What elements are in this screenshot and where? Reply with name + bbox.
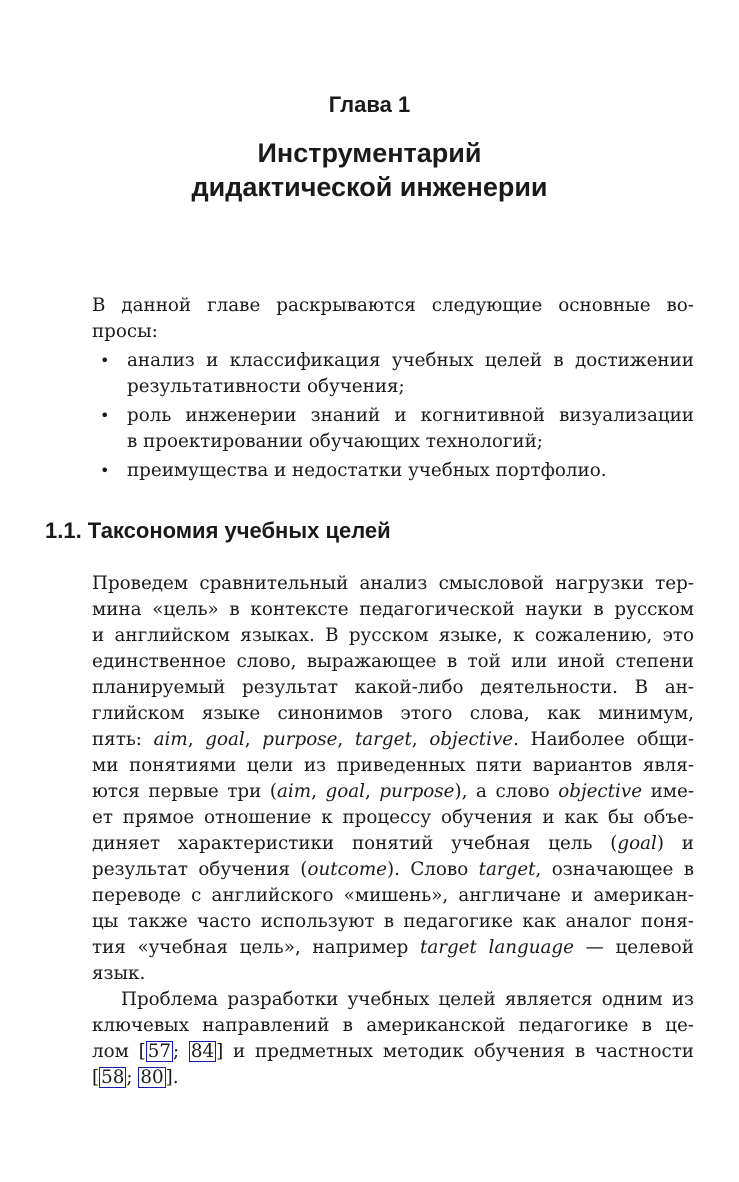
citation-link[interactable]: 80 xyxy=(140,1067,164,1088)
list-item-line: анализ и классификация учебных целей в достижении xyxy=(127,350,694,371)
text-line: переводе с английского «мишень», англичане и американ- xyxy=(92,885,694,906)
text-line: глийском языке синонимов этого слова, как минимум, xyxy=(92,703,694,724)
text-line: планируемый результат какой-либо деятельности. В ан- xyxy=(92,677,694,698)
intro-line: просы: xyxy=(92,321,158,342)
chapter-title-line2: дидактической инженерии xyxy=(191,172,548,202)
list-item xyxy=(100,458,694,484)
text-line: Проблема разработки учебных целей является одним из xyxy=(121,989,694,1010)
section-body xyxy=(92,571,694,1091)
section-heading: 1.1. Таксономия учебных целей xyxy=(45,518,391,543)
text-line: Проведем сравнительный анализ смысловой нагрузки тер- xyxy=(92,573,694,594)
bullet-icon: • xyxy=(100,406,110,425)
text-line: цы также часто используют в педагогике как аналог поня- xyxy=(92,911,694,932)
text-line: результат обучения (outcome). Слово target, означающее в xyxy=(92,859,694,880)
text-line: лом [ 57 ; 84 ] и предметных методик обучения в частности xyxy=(92,1041,694,1062)
citation-link[interactable]: 84 xyxy=(190,1041,215,1062)
text-line: мина «цель» в контексте педагогической науки в русском xyxy=(92,599,694,620)
intro-paragraph xyxy=(92,293,694,345)
text-line: ются первые три (aim, goal, purpose), а слово objective име- xyxy=(92,781,694,802)
text-line: [ 58 ; 80 ]. xyxy=(92,1067,179,1088)
citation-link[interactable]: 58 xyxy=(101,1067,125,1088)
text-line: пять: aim, goal, purpose, target, objective. Наиболее общи- xyxy=(92,729,695,750)
citation-link[interactable]: 57 xyxy=(147,1041,171,1062)
intro-line: В данной главе раскрываются следующие основные во- xyxy=(92,295,694,316)
bullet-icon: • xyxy=(100,461,110,480)
text-line: ми понятиями цели из приведенных пяти вариантов явля- xyxy=(92,755,694,776)
chapter-label: Глава 1 xyxy=(328,92,411,117)
list-item xyxy=(100,403,694,455)
text-line: тия «учебная цель», например target language — целевой xyxy=(92,937,694,958)
list-item-line: в проектировании обучающих технологий; xyxy=(127,431,543,452)
bullet-icon: • xyxy=(100,351,110,370)
text-line: и английском языках. В русском языке, к сожалению, это xyxy=(92,625,694,646)
bullet-list xyxy=(100,348,694,487)
list-item-line: результативности обучения; xyxy=(127,376,405,397)
text-line: ключевых направлений в американской педагогике в це- xyxy=(92,1015,694,1036)
list-item xyxy=(100,348,694,400)
chapter-title xyxy=(0,136,739,204)
text-line: единственное слово, выражающее в той или иной степени xyxy=(92,651,694,672)
text-line: ет прямое отношение к процессу обучения и как бы объе- xyxy=(92,807,694,828)
list-item-line: роль инженерии знаний и когнитивной визуализации xyxy=(127,405,694,426)
list-item-line: преимущества и недостатки учебных портфолио. xyxy=(127,460,607,481)
text-line: язык. xyxy=(92,963,146,984)
chapter-title-line1: Инструментарий xyxy=(257,138,482,168)
text-line: диняет характеристики понятий учебная цель (goal) и xyxy=(92,833,694,854)
